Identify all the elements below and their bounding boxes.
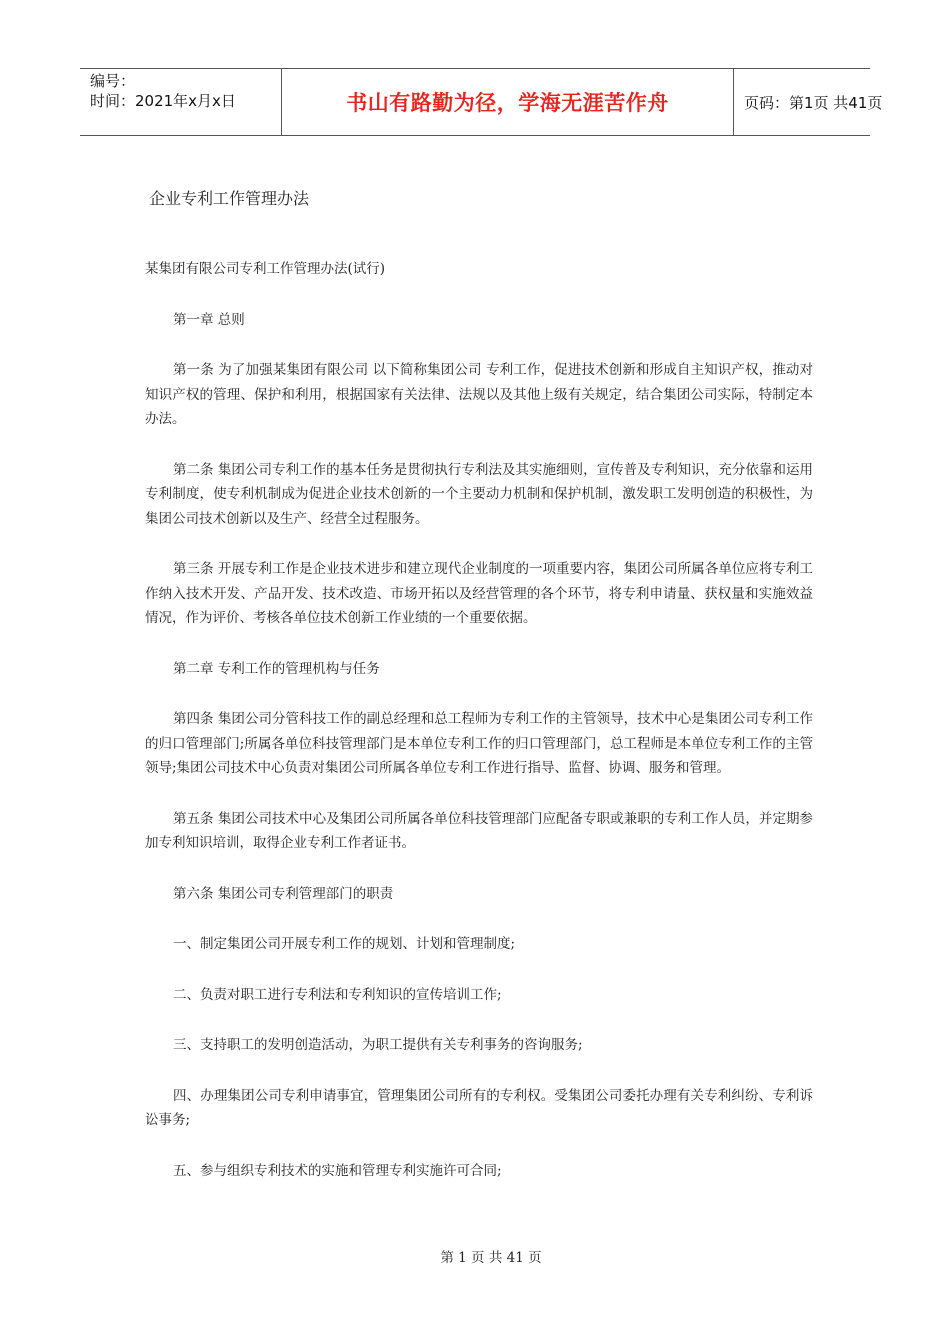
page-header [80,68,883,136]
header-meta [80,69,282,135]
list-item: 二、负责对职工进行专利法和专利知识的宣传培训工作; [173,986,502,1003]
document-subtitle: 某集团有限公司专利工作管理办法(试行) [145,261,386,277]
article-paragraph: 第一条 为了加强某集团有限公司 以下简称集团公司 专利工作，促进技术创新和形成自主知识产权，推动对知识产权的管理、保护和利用，根据国家有关法律、法规以及其他上级有关规定，结合集团公司实际，特制定本办法。 [145,362,813,427]
article-paragraph: 第五条 集团公司技术中心及集团公司所属各单位科技管理部门应配备专职或兼职的专利工作人员，并定期参加专利知识培训，取得企业专利工作者证书。 [145,810,813,851]
document-title: 企业专利工作管理办法 [149,189,310,208]
header-motto: 书山有路勤为径，学海无涯苦作舟 [282,69,734,135]
document-number-label: 编号： [90,72,136,90]
article-paragraph: 第六条 集团公司专利管理部门的职责 [173,885,394,902]
list-item: 一、制定集团公司开展专利工作的规划、计划和管理制度; [173,936,516,952]
header-page-label: 页码：第1页 共41页 [744,93,883,112]
list-item: 五、参与组织专利技术的实施和管理专利实施许可合同; [173,1162,502,1179]
list-item: 四、办理集团公司专利申请事宜，管理集团公司所有的专利权。受集团公司委托办理有关专利纠纷、专利诉讼事务; [145,1087,813,1128]
chapter-heading: 第二章 专利工作的管理机构与任务 [173,660,380,677]
page-footer: 第 1 页 共 41 页 [440,1250,542,1266]
list-item: 三、支持职工的发明创造活动，为职工提供有关专利事务的咨询服务; [173,1037,583,1053]
article-paragraph: 第二条 集团公司专利工作的基本任务是贯彻执行专利法及其实施细则，宣传普及专利知识，充分依靠和运用专利制度，使专利机制成为促进企业技术创新的一个主要动力机制和保护机制，激发职工发明创造的积极性，为集团公司技术创新以及生产、经营全过程服务。 [145,461,813,527]
document-time-label: 时间：2021年x月x日 [90,92,236,110]
article-paragraph: 第三条 开展专利工作是企业技术进步和建立现代企业制度的一项重要内容，集团公司所属各单位应将专利工作纳入技术开发、产品开发、技术改造、市场开拓以及经营管理的各个环节，将专利申请量、获权量和实施效益情况，作为评价、考核各单位技术创新工作业绩的一个重要依据。 [145,561,813,626]
chapter-heading: 第一章 总则 [173,311,245,328]
document-body [145,257,813,1209]
article-paragraph: 第四条 集团公司分管科技工作的副总经理和总工程师为专利工作的主管领导，技术中心是集团公司专利工作的归口管理部门;所属各单位科技管理部门是本单位专利工作的归口管理部门，总工程师是本单位专利工作的主管领导;集团公司技术中心负责对集团公司所属各单位专利工作进行指导、监督、协调、服务和管理。 [145,711,813,776]
